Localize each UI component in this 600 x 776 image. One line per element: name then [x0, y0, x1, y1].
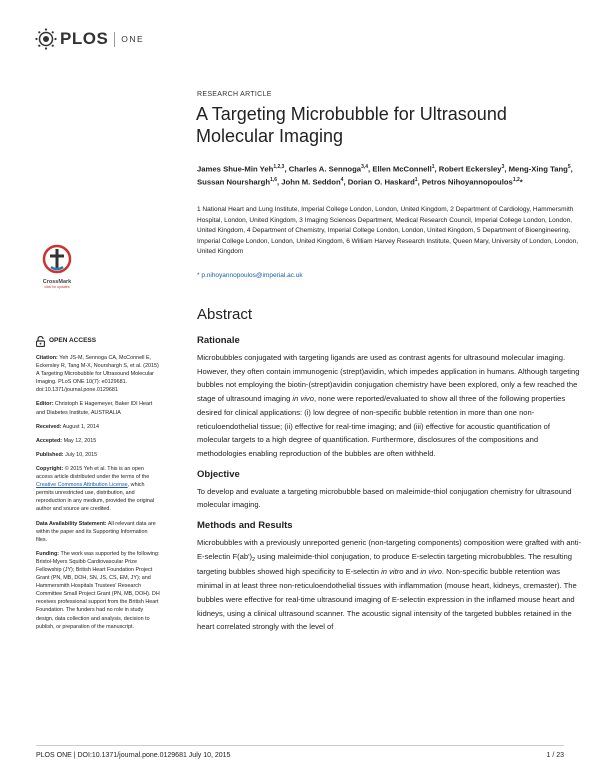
footer-rule — [36, 745, 564, 746]
author: John M. Seddon — [281, 177, 341, 187]
citation: Citation: Yeh JS-M, Sennoga CA, McConnell E, Eckersley R, Tang M-X, Nourshargh S, et al. (2015) A Targeting Microbubble for Ultrasound Molecular Imaging. PLoS ONE 10(7): e0129681. doi:10.1371/journal.pone.0129681 — [36, 355, 159, 394]
author: Dorian O. Haskard — [347, 177, 415, 187]
abstract-section — [197, 306, 582, 642]
logo-text: PLOS — [60, 29, 109, 48]
logo-subtext: ONE — [121, 34, 145, 44]
author: Sussan Nourshargh — [197, 177, 271, 187]
objective-heading: Objective — [197, 468, 240, 480]
license-link[interactable]: Creative Commons Attribution License — [36, 482, 128, 489]
corresponding-mark: * — [519, 177, 523, 187]
funding: Funding: The work was supported by the following: Bristol-Myers Squibb Cardiovascular Prize Fellowship (JY); British Heart Foundation Project Grant (PN, MB, DOH, SN, JS, CS, EM, JY); and Hammersmith Hospitals Trustees' Research Committee Small Project Grant (PN, MB, DOH). DH receives professional support from the British Heart Foundation. The funders had no role in study design, data collection and analysis, decision to publish, or preparation of the manuscript. — [36, 550, 160, 630]
open-access-label: OPEN ACCESS — [49, 337, 97, 345]
author: Ellen McConnell — [372, 164, 432, 174]
open-lock-icon — [36, 336, 45, 347]
methods-heading: Methods and Results — [197, 520, 293, 532]
accepted: Accepted: May 12, 2015 — [36, 437, 97, 444]
published: Published: July 10, 2015 — [36, 451, 98, 458]
methods-text: Microbubbles with a previously unreported generic (non-targeting components) composition were grafted with anti-E-selectin $F(ab')_2$ using maleimide-thiol conjugation, to produce E-selectin targeting microbubbles. The resulting targeting bubbles showed high specificity to E-selectin in vitro and in vivo. Non-specific bubble retention was minimal in at least three non-reticuloendothelial tissues with inflammation (mouse heart, kidneys, cremaster). The bubbles were effective for real-time ultrasound imaging of E-selectin expression in the inflamed mouse heart and kidneys, using a clinical ultrasound scanner. The acoustic signal intensity of the targeted bubbles retained in the heart correlated strongly with the level of — [197, 538, 582, 632]
editor: Editor: Christoph E Hagemeyer, Baker IDI Heart and Diabetes Institute, AUSTRALIA — [36, 401, 153, 416]
author: Charles A. Sennoga — [288, 164, 362, 174]
article-type: RESEARCH ARTICLE — [197, 91, 272, 98]
title-line-2: Molecular Imaging — [196, 126, 344, 146]
author: Petros Nihoyannopoulos — [421, 177, 513, 187]
data-availability: Data Availability Statement: All relevant data are within the paper and its Supporting Information files. — [36, 520, 156, 543]
crossmark-sub: click for updates — [44, 285, 70, 289]
copyright: Copyright: © 2015 Yeh et al. This is an open access article distributed under the terms of the Creative Commons Attribution License, which permits unrestricted use, distribution, and reproduction in any medium, provided the original author and source are credited. — [36, 465, 155, 513]
crossmark-label: CrossMark — [42, 279, 72, 285]
page-footer — [36, 752, 564, 759]
abstract-heading: Abstract — [197, 306, 253, 323]
plos-one-logo[interactable] — [35, 28, 144, 50]
author: Meng-Xing Tang — [508, 164, 568, 174]
author-list: James Shue-Min Yeh$^{1,2,3}$, Charles A. Sennoga$^{3,4}$, Ellen McConnell$^1$, Robert Eckersley$^3$, Meng-Xing Tang$^5$, Sussan Nourshargh$^{1,6}$, John M. Seddon$^4$, Dorian O. Haskard$^1$, Petros Nihoyannopoulos$^{1,2}$* — [197, 164, 573, 187]
crossmark-icon — [42, 244, 72, 274]
objective-text: To develop and evaluate a targeting microbubble based on maleimide-thiol conjugation chemistry for ultrasound molecular imaging. — [197, 486, 572, 510]
rationale-text: Microbubbles conjugated with targeting ligands are used as contrast agents for ultrasound molecular imaging. However, they often contain immunogenic (strept)avidin, which impedes application in humans. Although targeting bubbles not employing the biotin-(strept)avidin conjugation chemistry have been explored, only a few reached the stage of ultrasound imaging in vivo, none were reported/evaluated to show all three of the following properties desired for clinical applications: (i) low degree of non-specific bubble retention in more than one non-reticuloendothelial tissue; (ii) effective for real-time imaging; and (iii) effective for acoustic quantification of molecular targets to a high degree of quantification. Furthermore, disclosures of the compositions and methodologies enabling reproduction of the bubbles are often withheld. — [197, 353, 580, 458]
author: James Shue-Min Yeh — [197, 164, 274, 174]
affiliations: 1 National Heart and Lung Institute, Imperial College London, London, United Kingdom, 2 Department of Cardiology, Hammersmith Hospital, London, United Kingdom, 3 Imaging Sciences Department, Medical Research Council, Imperial College London, London, United Kingdom, 4 Department of Chemistry, Imperial College London, London, United Kingdom, 5 Department of Bioengineering, Imperial College London, London, United Kingdom, 6 William Harvey Research Institute, Queen Mary, University of London, London, United Kingdom — [197, 206, 579, 255]
rationale-heading: Rationale — [197, 335, 240, 346]
article-title — [196, 103, 576, 147]
author: Robert Eckersley — [438, 164, 502, 174]
open-access-badge — [36, 336, 160, 347]
received: Received: August 1, 2014 — [36, 423, 99, 430]
logo-separator — [114, 32, 115, 47]
corresponding-email-link[interactable]: * p.nihoyannopoulos@imperial.ac.uk — [197, 272, 303, 279]
footer-citation: PLOS ONE | DOI:10.1371/journal.pone.0129681 July 10, 2015 — [36, 752, 231, 759]
crossmark-badge[interactable] — [36, 244, 78, 289]
title-line-1: A Targeting Microbubble for Ultrasound — [196, 104, 507, 124]
page-number: 1 / 23 — [546, 752, 564, 759]
sidebar-metadata — [36, 336, 160, 637]
plos-logo-icon — [35, 28, 57, 50]
